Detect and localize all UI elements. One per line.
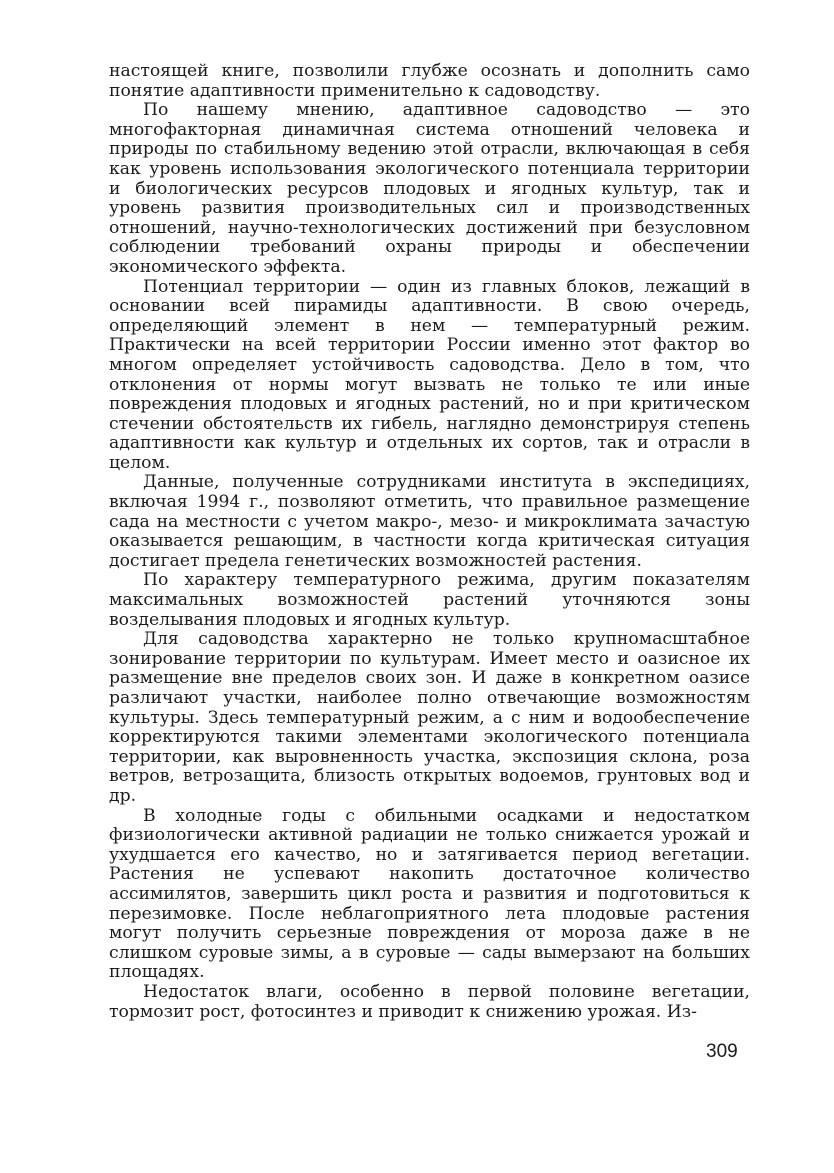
paragraph-moisture-deficit: Недостаток влаги, особенно в первой половине вегетации, тормозит рост, фотосинтез и приводит к снижению урожая. Из-	[109, 981, 750, 1022]
paragraph-temperature-zones: По характеру температурного режима, другим показателям максимальных возможностей растений уточняются зоны возделывания плодовых и ягодных культур.	[109, 570, 750, 630]
paragraph-adaptive-definition: По нашему мнению, адаптивное садоводство — это многофакторная динамичная система отношений человека и природы по стабильному ведению этой отрасли, включающая в себя как уровень использования экологического потенциала территории и биологических ресурсов плодовых и ягодных культур, так и уровень развития производительных сил и производственных отношений, научно-технологических достижений при безусловном соблюдении требований охраны природы и обеспечении экономического эффекта.	[109, 100, 750, 277]
paragraph-expedition-data: Данные, полученные сотрудниками института в экспедициях, включая 1994 г., позволяют отметить, что правильное размещение сада на местности с учетом макро-, мезо- и микроклимата зачастую оказывается решающим, в частности когда критическая ситуация достигает предела генетических возможностей растения.	[109, 472, 750, 571]
paragraph-territory-potential: Потенциал территории — один из главных блоков, лежащий в основании всей пирамиды адаптивности. В свою очередь, определяющий элемент в нем — температурный режим. Практически на всей территории России именно этот фактор во многом определяет устойчивость садоводства. Дело в том, что отклонения от нормы могут вызвать не только те или иные повреждения плодовых и ягодных растений, но и при критическом стечении обстоятельств их гибель, наглядно демонстрируя степень адаптивности как культур и отдельных их сортов, так и отрасли в целом.	[109, 276, 750, 473]
paragraph-continuation: настоящей книге, позволили глубже осознать и дополнить само понятие адаптивности применительно к садоводству.	[109, 61, 750, 101]
paragraph-zoning: Для садоводства характерно не только крупномасштабное зонирование территории по культурам. Имеет место и оазисное их размещение вне пределов своих зон. И даже в конкретном оазисе различают участки, наиболее полно отвечающие возможностям культуры. Здесь температурный режим, а с ним и водообеспечение корректируются такими элементами экологического потенциала территории, как выровненность участка, экспозиция склона, роза ветров, ветрозащита, близость открытых водоемов, грунтовых вод и др.	[109, 629, 750, 806]
body-text	[109, 62, 750, 1022]
paragraph-cold-years: В холодные годы с обильными осадками и недостатком физиологически активной радиации не только снижается урожай и ухудшается его качество, но и затягивается период вегетации. Растения не успевают накопить достаточное количество ассимилятов, завершить цикл роста и развития и подготовиться к перезимовке. После неблагоприятного лета плодовые растения могут получить серьезные повреждения от мороза даже в не слишком суровые зимы, а в суровые — сады вымерзают на больших площадях.	[109, 805, 750, 983]
page-number: 309	[706, 1041, 738, 1062]
